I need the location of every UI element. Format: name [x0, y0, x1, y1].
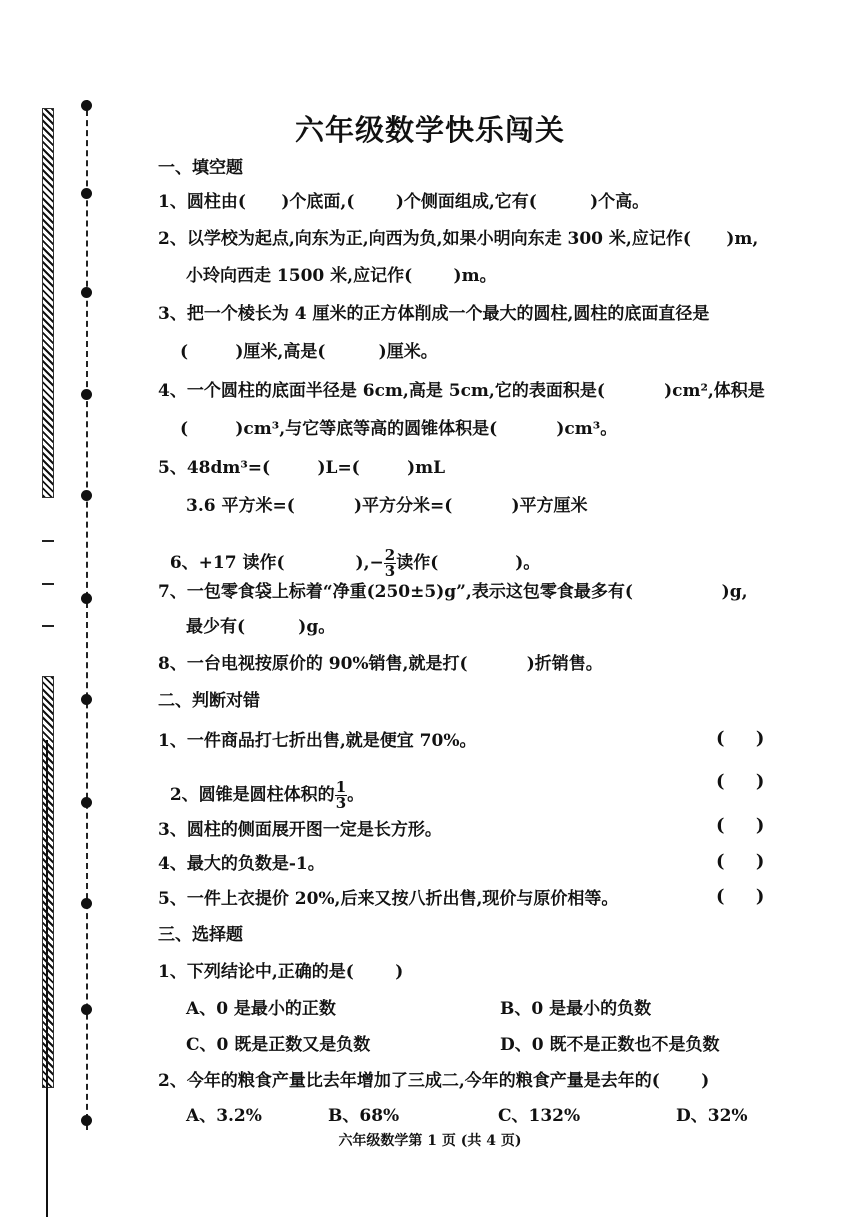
fraction-numerator: 2: [384, 546, 396, 564]
fill-q4-line1: 4、一个圆柱的底面半径是 6cm,高是 5cm,它的表面积是( )cm²,体积是: [158, 381, 765, 401]
fill-q7-line2: 最少有( )g。: [186, 617, 336, 637]
cut-line: [86, 100, 88, 1130]
judge-q1: 1、一件商品打七折出售,就是便宜 70%。: [158, 731, 477, 751]
fill-q2-line2: 小玲向西走 1500 米,应记作( )m。: [186, 266, 497, 286]
judge-q5: 5、一件上衣提价 20%,后来又按八折出售,现价与原价相等。: [158, 889, 619, 909]
binding-margin: [0, 0, 110, 1217]
binding-dot: [81, 797, 92, 808]
choice-q1: 1、下列结论中,正确的是( ): [158, 962, 404, 982]
margin-tick: [42, 625, 54, 627]
choice-q2: 2、今年的粮食产量比去年增加了三成二,今年的粮食产量是去年的( ): [158, 1071, 710, 1091]
choice-q2-option-c: C、132%: [498, 1106, 581, 1126]
choice-q1-option-d: D、0 既不是正数也不是负数: [500, 1035, 720, 1055]
judge-q2-answer-box: ( ): [716, 771, 765, 792]
judge-q2: [158, 760, 364, 811]
binding-dot: [81, 694, 92, 705]
fraction-two-thirds: [384, 548, 396, 579]
fill-q6-suffix: 读作( )。: [396, 553, 541, 573]
fill-q8: 8、一台电视按原价的 90%销售,就是打( )折销售。: [158, 654, 603, 674]
fill-q4-line2: ( )cm³,与它等底等高的圆锥体积是( )cm³。: [180, 419, 618, 439]
fill-q3-line1: 3、把一个棱长为 4 厘米的正方体削成一个最大的圆柱,圆柱的底面直径是: [158, 304, 710, 324]
binding-dot: [81, 287, 92, 298]
fraction-numerator: 1: [335, 778, 347, 796]
fill-q5-line2: 3.6 平方米=( )平方分米=( )平方厘米: [186, 496, 588, 516]
fraction-denominator: 3: [384, 562, 396, 580]
binding-dot: [81, 1004, 92, 1015]
section-choice-heading: 三、选择题: [158, 925, 243, 945]
judge-q3: 3、圆柱的侧面展开图一定是长方形。: [158, 820, 442, 840]
binding-dot: [81, 898, 92, 909]
page-footer: 六年级数学第 1 页 (共 4 页): [338, 1133, 522, 1149]
fill-q6-sign: −: [369, 553, 384, 573]
judge-q5-answer-box: ( ): [716, 886, 765, 907]
fraction-one-third: [335, 780, 347, 811]
fill-q1: 1、圆柱由( )个底面,( )个侧面组成,它有( )个高。: [158, 192, 650, 212]
binding-dot: [81, 389, 92, 400]
choice-q1-option-a: A、0 是最小的正数: [186, 999, 336, 1019]
decorative-border-bottom: [42, 676, 54, 1088]
section-judge-heading: 二、判断对错: [158, 691, 260, 711]
judge-q4-answer-box: ( ): [716, 851, 765, 872]
judge-q3-answer-box: ( ): [716, 815, 765, 836]
fill-q7-line1: 7、一包零食袋上标着“净重(250±5)g”,表示这包零食最多有( )g,: [158, 582, 748, 602]
choice-q1-option-b: B、0 是最小的负数: [500, 999, 652, 1019]
choice-q1-option-c: C、0 既是正数又是负数: [186, 1035, 371, 1055]
judge-q2-prefix: 2、圆锥是圆柱体积的: [169, 785, 335, 805]
margin-tick: [42, 540, 54, 542]
page-title: 六年级数学快乐闯关: [294, 113, 565, 147]
fill-q3-line2: ( )厘米,高是( )厘米。: [180, 342, 438, 362]
binding-dot: [81, 490, 92, 501]
choice-q2-option-a: A、3.2%: [186, 1106, 262, 1126]
section-fill-heading: 一、填空题: [158, 158, 243, 178]
judge-q2-suffix: 。: [347, 785, 365, 805]
fill-q5-line1: 5、48dm³=( )L=( )mL: [158, 458, 446, 478]
judge-q4: 4、最大的负数是-1。: [158, 854, 325, 874]
binding-dot: [81, 188, 92, 199]
judge-q1-answer-box: ( ): [716, 728, 765, 749]
choice-q2-option-b: B、68%: [328, 1106, 400, 1126]
decorative-border-top: [42, 108, 54, 498]
fill-q6-prefix: 6、+17 读作( ),: [169, 553, 370, 573]
binding-dot: [81, 1115, 92, 1126]
fill-q6: [158, 528, 540, 579]
margin-tick: [42, 583, 54, 585]
binding-dot: [81, 593, 92, 604]
choice-q2-option-d: D、32%: [676, 1106, 748, 1126]
fraction-denominator: 3: [335, 794, 347, 812]
fill-q2-line1: 2、以学校为起点,向东为正,向西为负,如果小明向东走 300 米,应记作( )m,: [158, 229, 759, 249]
